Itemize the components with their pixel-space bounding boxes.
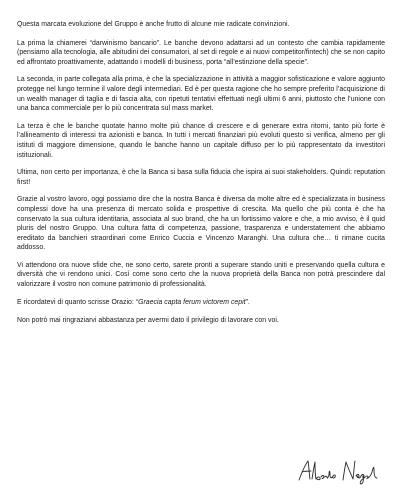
paragraph-darwinismo: La prima la chiamerei “darwinismo bancario”. Le banche devono adattarsi ad un contesto che cambia rapidamente (pensiamo alla tecnologia, alle abitudini dei consumatori, al set di regole e ai nuovi competitor/fintech) che se non capito ed affrontato proattivamente, adattando i modelli di business, porta “all’estinzione della specie”. [17,39,385,66]
paragraph-reputation: Ultima, non certo per importanza, è che la Banca si basa sulla fiducia che ispira ai suoi stakeholders. Quindi: reputation first! [17,169,385,186]
paragraph-orazio [17,298,385,308]
orazio-quote: Graecia capta ferum victorem cepit [138,298,246,306]
orazio-suffix: ”. [245,298,250,306]
handwritten-signature [296,456,386,486]
paragraph-closing: Non potrò mai ringraziarvi abbastanza per avermi dato il privilegio di lavorare con voi. [17,317,279,325]
orazio-prefix: E ricordatevi di quanto scrisse Orazio: “ [17,298,139,306]
paragraph-intro: Questa marcata evoluzione del Gruppo è anche frutto di alcune mie radicate convinzioni. [17,21,290,28]
paragraph-banche-quotate: La terza è che le banche quotate hanno molte più chance di crescere e di generare extra ritorni, tanto più forte è l’allineamento di interessi tra azionisti e banca. In tutti i mercati finanziari più evoluti questo si verifica, almeno per gli istituti di maggiore dimensione, quando le banche hanno un capitale diffuso per lo più rappresentato da investitori istituzionali. [17,122,385,159]
paragraph-specializzazione: La seconda, in parte collegata alla prima, è che la specializzazione in attività a maggior sofisticazione e valore aggiunto protegge nel lungo termine il valore degli intermediari. Ed è per questa ragione che ho sempre preferito l’acquisizione di un wealth manager di taglia e di fascia alta, con ripetuti tentativi effettuati negli ultimi 6 anni, piuttosto che l’unione con una banca commerciale per lo più concentrata sul mass market. [17,76,385,113]
paragraph-cultura: Grazie al vostro lavoro, oggi possiamo dire che la nostra Banca è diversa da molte altre ed è specializzata in business complessi dove ha una presenza di mercato solida e prospettive di crescita. Ma quello che più conta è che ha conservato la sua cultura identitaria, associata al suo brand, che ha un fortissimo valore e che, a mio avviso, è il quid pluris del nostro Gruppo. Una cultura fatta di competenza, passione, trasparenza e understatement che abbiamo ereditato da banchieri straordinari come Enrico Cuccia e Vincenzo Maranghi. Una cultura che… ti rimane cucita addosso. [17,196,385,252]
paragraph-nuove-sfide: Vi attendono ora nuove sfide che, ne sono certo, sarete pronti a superare stando uniti e preservando quella cultura e diversità che vi rendono unici. Così come sono certo che la nuova proprietà della Banca non potrà prescindere dal valorizzare il vostro non comune patrimonio di professionalità. [17,261,385,289]
